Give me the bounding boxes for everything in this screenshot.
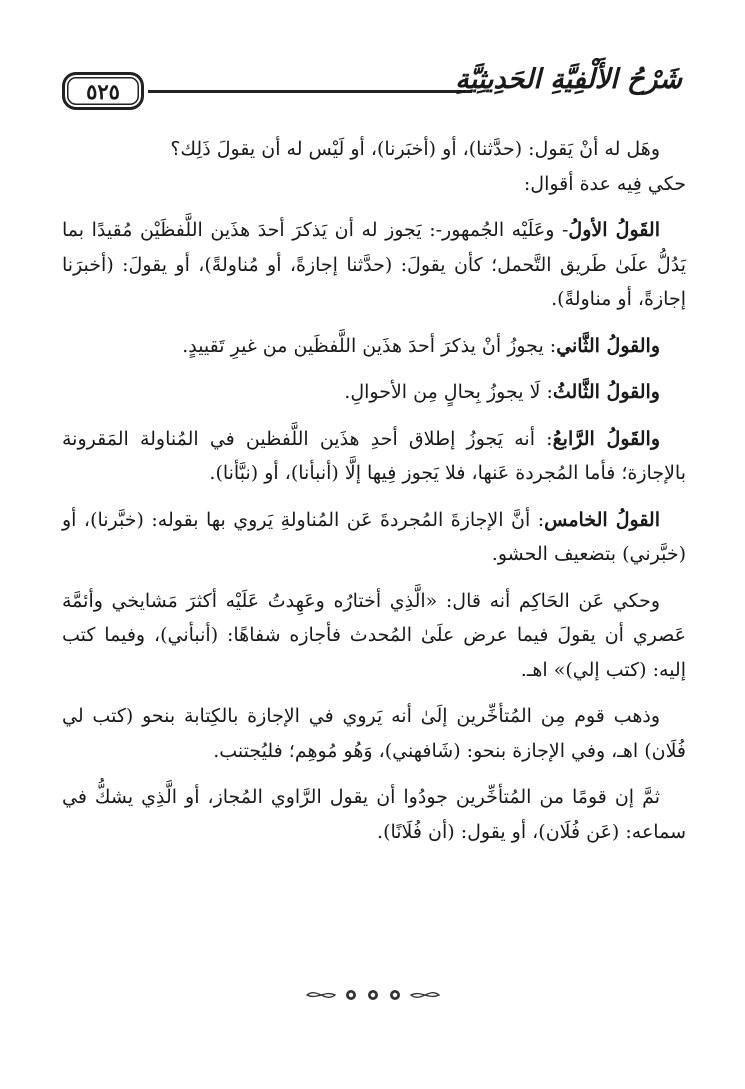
paragraph-label: والقَولُ الرَّابعُ [552, 427, 661, 450]
paragraph-text: - وعَلَيْه الجُمهور-: يَجوز له أن يَذكرَ أحدَ هذَين اللَّفظَيْن مُقيدًا بما يَدُلُّ علَىٰ طَريق التَّحمل؛ كأن يقولَ: (حدَّثنا إجازةً، أو مُناولةً)، أو يقولَ: (أخبرَنا إجازةً، أو مناولةً). [62, 219, 686, 310]
paragraph-text: : أنَّ الإجازةَ المُجردةَ عَن المُناولةِ يَروي بها بقوله: (خبَّرنا)، أو (خبَّرني) بتضعيف الحشو. [62, 508, 686, 565]
paragraph-7 [62, 503, 686, 572]
paragraph-text: حكي فِيه عدة أقوال: [523, 172, 686, 195]
page-number: ٥٢٥ [86, 78, 120, 104]
paragraph-5 [62, 375, 686, 410]
paragraph-text: : يجوزُ أنْ يذكرَ أحدَ هذَين اللَّفظَين من غيرِ تَقييدٍ. [182, 334, 557, 357]
paragraph-3 [62, 213, 686, 317]
ornament-divider [0, 985, 745, 1005]
paragraph-text: : أنه يَجوزُ إطلاق أحدِ هذَين اللَّفظين في المُناولة المَقرونة بالإجازة؛ فأما المُجردة عَنها، فلا يَجوز فِيها إلَّا (أنبأنا)، أو (نبَّأنا). [62, 427, 686, 484]
paragraph-6 [62, 422, 686, 491]
paragraph-label: القَولُ الأولُ [568, 219, 660, 241]
paragraph-label: والقولُ الثَّالثُ [552, 381, 660, 403]
page-body [62, 132, 686, 861]
paragraph-10 [62, 780, 686, 849]
paragraph-9 [62, 699, 686, 768]
paragraph-text: : لَا يجوزُ بِحالٍ مِن الأحوالِ. [344, 381, 553, 403]
paragraph-label: القولُ الخامس [544, 508, 660, 531]
paragraph-8 [62, 584, 686, 688]
paragraph-1 [62, 132, 686, 167]
paragraph-label: والقولُ الثَّاني [556, 334, 660, 357]
page-number-frame [62, 72, 144, 110]
ornament-icon [303, 985, 443, 1005]
paragraph-text: وحكي عَن الحَاكِم أنه قال: «الَّذِي أختارُه وعَهِدتُ عَلَيْه أكثرَ مَشايخي وأئمَّة عَصري أن يقولَ فيما عرض علَىٰ المُحدث فأجازه شفاهًا: (أنبأني)، وفيما كتب إليه: (كتب إلي)» اهـ. [62, 589, 686, 681]
paragraph-4 [62, 329, 686, 364]
running-title: شَرْحُ الأَلْفِيَّةِ الحَدِيثِيَّةِ [455, 64, 682, 95]
paragraph-2 [62, 167, 686, 202]
header-rule [148, 90, 472, 93]
paragraph-text: وهَل له أنْ يَقول: (حدَّثنا)، أو (أخبَرنا)، أو لَيْس له أن يقولَ ذَلِك؟ [170, 138, 660, 160]
paragraph-text: وذهب قوم مِن المُتأخِّرين إلَىٰ أنه يَروي في الإجازة بالكِتابة بنحو (كتب لي فُلَان) اهـ، وفي الإجازة بنحو: (شَافهني)، وَهُو مُوهِم؛ فليُجتنب. [62, 705, 686, 762]
page-header [62, 66, 682, 122]
paragraph-text: ثمَّ إن قومًا من المُتأخِّرين جودُوا أن يقول الرَّاوي المُجاز، أو الَّذِي يشكُّ في سماعه: (عَن فُلَان)، أو يقول: (أن فُلَانًا). [62, 786, 686, 843]
